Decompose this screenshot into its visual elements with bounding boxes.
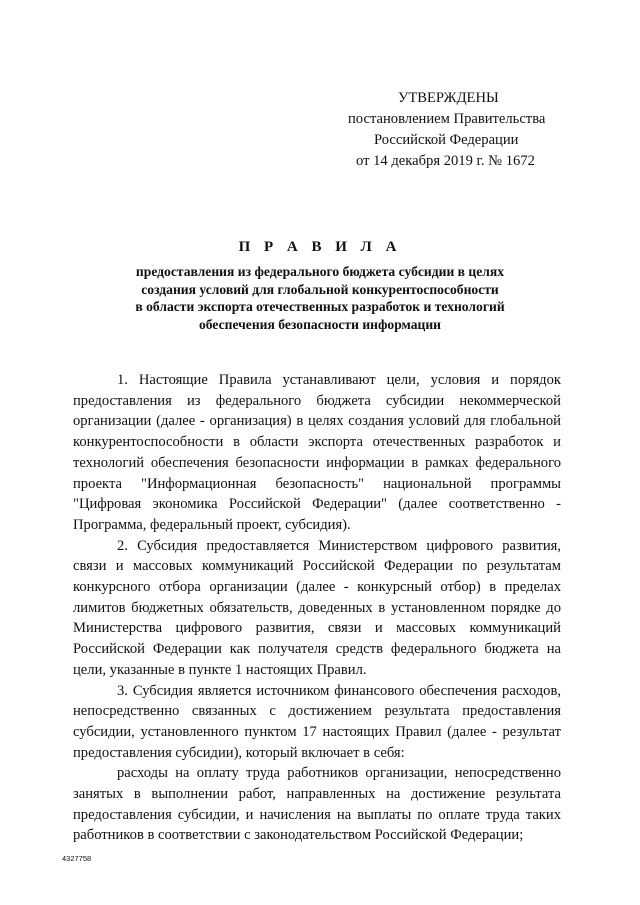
subtitle-line: обеспечения безопасности информации — [198, 316, 442, 332]
approval-line-3: от 14 декабря 2019 г. № 1672 — [356, 153, 535, 169]
approval-title: УТВЕРЖДЕНЫ — [398, 90, 499, 106]
paragraph-1: 1. Настоящие Правила устанавливают цели, условия и порядок предоставления из федерального бюджета субсидии некоммерческой организации (далее - организация) в целях создания условий для глобальной конкурентоспособности в области экспорта отечественных разработок и технологий обеспечения безопасности информации в рамках федерального проекта "Информационная безопасность" национальной программы "Цифровая экономика Российской Федерации" (далее соответственно - Программа, федеральный проект, субсидия). — [73, 372, 561, 533]
document-id: 4327758 — [62, 854, 92, 863]
subtitle-line: в области экспорта отечественных разработок и технологий — [135, 299, 505, 314]
paragraph-3: 3. Субсидия является источником финансового обеспечения расходов, непосредственно связанных с достижением результата предоставления субсидии, установленного пунктом 17 настоящих Правил (далее - результат предоставления субсидии), который включает в себя: — [73, 682, 561, 761]
paragraph-4: расходы на оплату труда работников организации, непосредственно занятых в выполнении работ, направленных на достижение результата предоставления субсидии, и начисления на выплаты по оплате труда таких работников в соответствии с законодательством Российской Федерации; — [73, 765, 561, 844]
document-title: П Р А В И Л А — [238, 239, 402, 255]
subtitle-line: предоставления из федерального бюджета субсидии в целях — [135, 264, 505, 279]
approval-line-1: постановлением Правительства — [348, 111, 546, 127]
subtitle-line: создания условий для глобальной конкурентоспособности — [141, 281, 499, 297]
document-body — [73, 370, 561, 846]
paragraph-2: 2. Субсидия предоставляется Министерством цифрового развития, связи и массовых коммуникаций Российской Федерации по результатам конкурсного отбора организации (далее - конкурсный отбор) в пределах лимитов бюджетных обязательств, доведенных в установленном порядке до Министерства цифрового развития, связи и массовых коммуникаций Российской Федерации как получателя средств федерального бюджета на цели, указанные в пункте 1 настоящих Правил. — [73, 537, 561, 678]
approval-stamp — [340, 88, 560, 172]
approval-line-2: Российской Федерации — [374, 132, 519, 148]
document-subtitle — [70, 263, 570, 333]
